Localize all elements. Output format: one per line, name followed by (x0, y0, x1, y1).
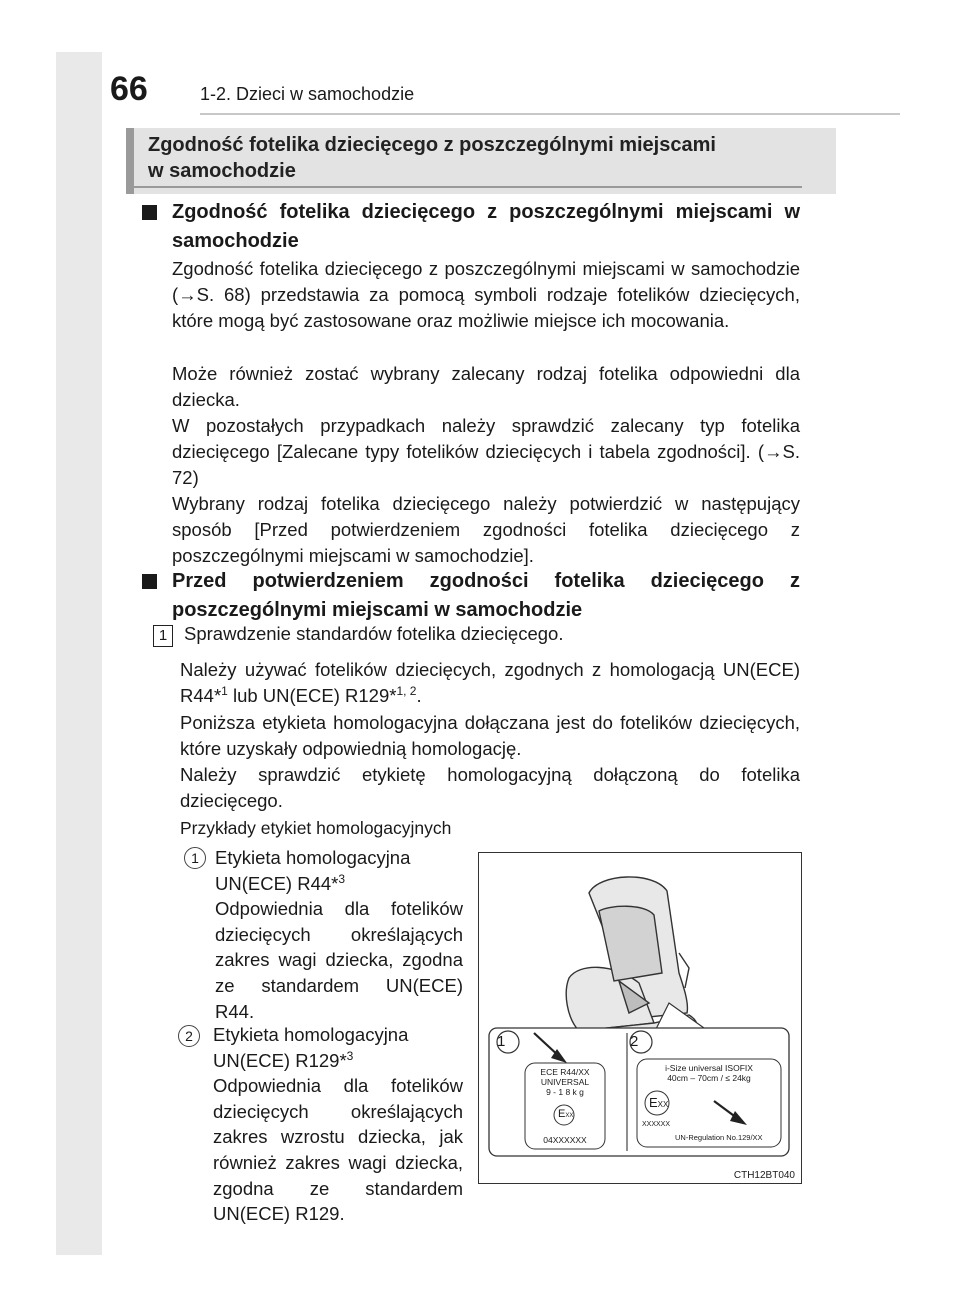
item-2: Etykieta homologacyjna UN(ECE) R129*$^3$ Odpowiednia dla fotelików dziecięcych określających zakres wzrostu dziecka, jak również zakres wagi dziecka, zgodna ze standardem UN(ECE) R129. (213, 1024, 463, 1225)
section-title-line2: w samochodzie (148, 160, 296, 182)
label2-mark: EXX (649, 1095, 669, 1110)
item-number-1: 1 (184, 847, 206, 869)
item-number-2: 2 (178, 1025, 200, 1047)
paragraph: Może również zostać wybrany zalecany rodzaj fotelika odpowiedni dla dziecka. (172, 363, 800, 410)
page-number: 66 (110, 70, 148, 108)
header-rule (200, 113, 900, 115)
approval-label-figure (478, 852, 802, 1184)
paragraph-homologation: Należy używać fotelików dziecięcych, zgodnych z homologacją UN(ECE) R44*$^1$ lub UN(ECE) R129*$^{1, 2}$. (180, 659, 800, 706)
label1-code: 04XXXXXX (543, 1135, 587, 1145)
square-bullet-icon (142, 205, 157, 220)
label2-code: XXXXXX (642, 1121, 671, 1128)
paragraph: Należy sprawdzić etykietę homologacyjną dołączoną do fotelika dziecięcego. (180, 764, 800, 811)
paragraph: Wybrany rodzaj fotelika dziecięcego należy potwierdzić w następujący sposób [Przed potwierdzeniem zgodności fotelika dziecięcego z poszczególnymi miejscami w samochodzie]. (172, 493, 800, 566)
item-1: Etykieta homologacyjna UN(ECE) R44*$^3$ Odpowiednia dla fotelików dziecięcych określających zakres wagi dziecka, zgodna ze standardem UN(ECE) R44. (215, 847, 463, 1022)
label2-text: i-Size universal ISOFIX 40cm – 70cm / ≤ 24kg (665, 1063, 753, 1083)
subsection-heading-compat: Zgodność fotelika dziecięcego z poszczególnymi miejscami w samochodzie (142, 198, 800, 256)
square-bullet-icon (142, 574, 157, 589)
section-title-line1: Zgodność fotelika dziecięcego z poszczególnymi miejscami (148, 134, 716, 156)
figure-code: CTH12BT040 (733, 1170, 795, 1181)
running-header: 1-2. Dzieci w samochodzie (200, 84, 415, 104)
paragraph: Zgodność fotelika dziecięcego z poszczególnymi miejscami w samochodzie (→S. 68) przedstawia za pomocą symboli rodzaje fotelików dziecięcych, które mogą być zastosowane oraz możliwie miejsce ich mocowania. (172, 258, 800, 331)
label2-reg: UN-Regulation No.129/XX (675, 1133, 763, 1142)
examples-label: Przykłady etykiet homologacyjnych (180, 818, 452, 838)
paragraph: W pozostałych przypadkach należy sprawdzić zalecany typ fotelika dziecięcego [Zalecane typy fotelików dziecięcych i tabela zgodności]. (→S. 72) (172, 415, 800, 488)
subsection-heading-before: Przed potwierdzeniem zgodności fotelika dziecięcego z poszczególnymi miejscami w samochodzie (142, 567, 800, 625)
label1-text: ECE R44/XX UNIVERSAL 9 - 1 8 k g (540, 1067, 590, 1097)
label1-mark: EXX (558, 1108, 574, 1120)
side-strip (56, 52, 102, 1255)
section-title-box (126, 128, 836, 194)
step-text: Sprawdzenie standardów fotelika dziecięcego. (184, 623, 564, 644)
paragraph: Poniższa etykieta homologacyjna dołączana jest do fotelików dziecięcych, które uzyskały odpowiednią homologację. (180, 712, 800, 759)
title-underline (126, 186, 802, 188)
step-number: 1 (153, 625, 173, 647)
